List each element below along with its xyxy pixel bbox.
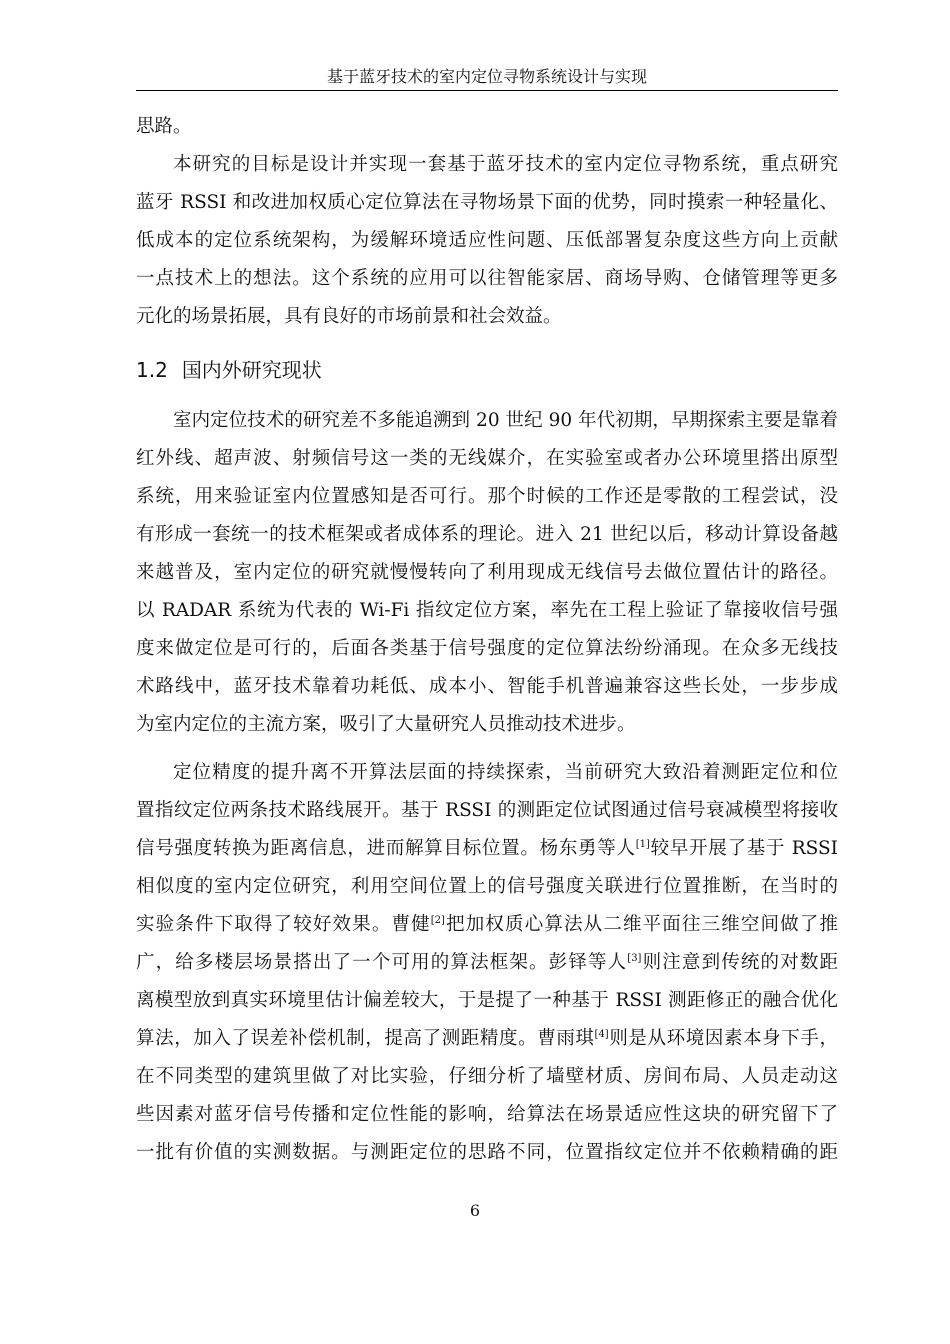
paragraph-text: 则注意到传统的对数距 <box>641 952 838 973</box>
paragraph-line: 元化的场景拓展，具有良好的市场前景和社会效益。 <box>136 306 562 327</box>
citation: [4] <box>594 1028 609 1040</box>
paragraph-line: 以 RADAR 系统为代表的 Wi-Fi 指纹定位方案，率先在工程上验证了靠接收信号强 <box>136 600 838 621</box>
paragraph-line: 本研究的目标是设计并实现一套基于蓝牙技术的室内定位寻物系统，重点研究 <box>173 154 838 175</box>
paragraph-line: 室内定位技术的研究差不多能追溯到 20 世纪 90 年代初期，早期探索主要是靠着 <box>173 410 838 431</box>
paragraph-line: 定位精度的提升离不开算法层面的持续探索，当前研究大致沿着测距定位和位 <box>173 762 838 783</box>
paragraph-line: 一点技术上的想法。这个系统的应用可以往智能家居、商场导购、仓储管理等更多 <box>136 268 838 289</box>
paragraph-line: 来越普及，室内定位的研究就慢慢转向了利用现成无线信号去做位置估计的路径。 <box>136 562 838 583</box>
paragraph-text: 实验条件下取得了较好效果。曹健 <box>136 914 431 935</box>
section-title: 国内外研究现状 <box>181 358 322 382</box>
paragraph-line <box>136 836 838 862</box>
section-heading <box>136 356 322 384</box>
paragraph-line: 相似度的室内定位研究，利用空间位置上的信号强度关联进行位置推断，在当时的 <box>136 876 838 897</box>
paragraph-text: 信号强度转换为距离信息，进而解算目标位置。杨东勇等人 <box>136 838 636 859</box>
page-number: 6 <box>469 1201 481 1220</box>
paragraph-line: 为室内定位的主流方案，吸引了大量研究人员推动技术进步。 <box>136 714 636 735</box>
citation: [1] <box>635 838 650 850</box>
citation: [3] <box>627 952 642 964</box>
paragraph-text: 算法，加入了误差补偿机制，提高了测距精度。曹雨琪 <box>136 1028 595 1049</box>
paragraph-line <box>136 1026 838 1052</box>
paragraph-line: 术路线中，蓝牙技术靠着功耗低、成本小、智能手机普遍兼容这些长处，一步步成 <box>136 676 838 697</box>
paragraph-text: 把加权质心算法从二维平面往三维空间做了推 <box>444 914 838 935</box>
paragraph-text: 则是从环境因素本身下手， <box>608 1028 838 1049</box>
paragraph-line: 蓝牙 RSSI 和改进加权质心定位算法在寻物场景下面的优势，同时摸索一种轻量化、 <box>136 192 838 213</box>
section-number: 1.2 <box>136 358 168 382</box>
paragraph-text: 广，给多楼层场景搭出了一个可用的算法框架。彭铎等人 <box>136 952 628 973</box>
citation: [2] <box>430 914 445 926</box>
paragraph-line: 系统，用来验证室内位置感知是否可行。那个时候的工作还是零散的工程尝试，没 <box>136 486 838 507</box>
paragraph-line: 些因素对蓝牙信号传播和定位性能的影响，给算法在场景适应性这块的研究留下了 <box>136 1104 838 1125</box>
paragraph-line: 有形成一套统一的技术框架或者成体系的理论。进入 21 世纪以后，移动计算设备越 <box>136 524 838 545</box>
paragraph-line: 度来做定位是可行的，后面各类基于信号强度的定位算法纷纷涌现。在众多无线技 <box>136 638 838 659</box>
paragraph-line: 红外线、超声波、射频信号这一类的无线媒介，在实验室或者办公环境里搭出原型 <box>136 448 838 469</box>
paragraph-text: 较早开展了基于 RSSI <box>649 838 838 859</box>
paragraph-line: 在不同类型的建筑里做了对比实验，仔细分析了墙壁材质、房间布局、人员走动这 <box>136 1066 838 1087</box>
paragraph-line: 低成本的定位系统架构，为缓解环境适应性问题、压低部署复杂度这些方向上贡献 <box>136 230 838 251</box>
running-header: 基于蓝牙技术的室内定位寻物系统设计与实现 <box>326 67 647 86</box>
header-rule <box>136 90 838 91</box>
paragraph-line: 离模型放到真实环境里估计偏差较大，于是提了一种基于 RSSI 测距修正的融合优化 <box>136 990 838 1011</box>
paragraph-line <box>136 912 838 938</box>
paragraph-line: 思路。 <box>136 116 192 137</box>
paragraph-line: 一批有价值的实测数据。与测距定位的思路不同，位置指纹定位并不依赖精确的距 <box>136 1142 838 1163</box>
paragraph-line <box>136 950 838 976</box>
paragraph-line: 置指纹定位两条技术路线展开。基于 RSSI 的测距定位试图通过信号衰减模型将接收 <box>136 800 838 821</box>
